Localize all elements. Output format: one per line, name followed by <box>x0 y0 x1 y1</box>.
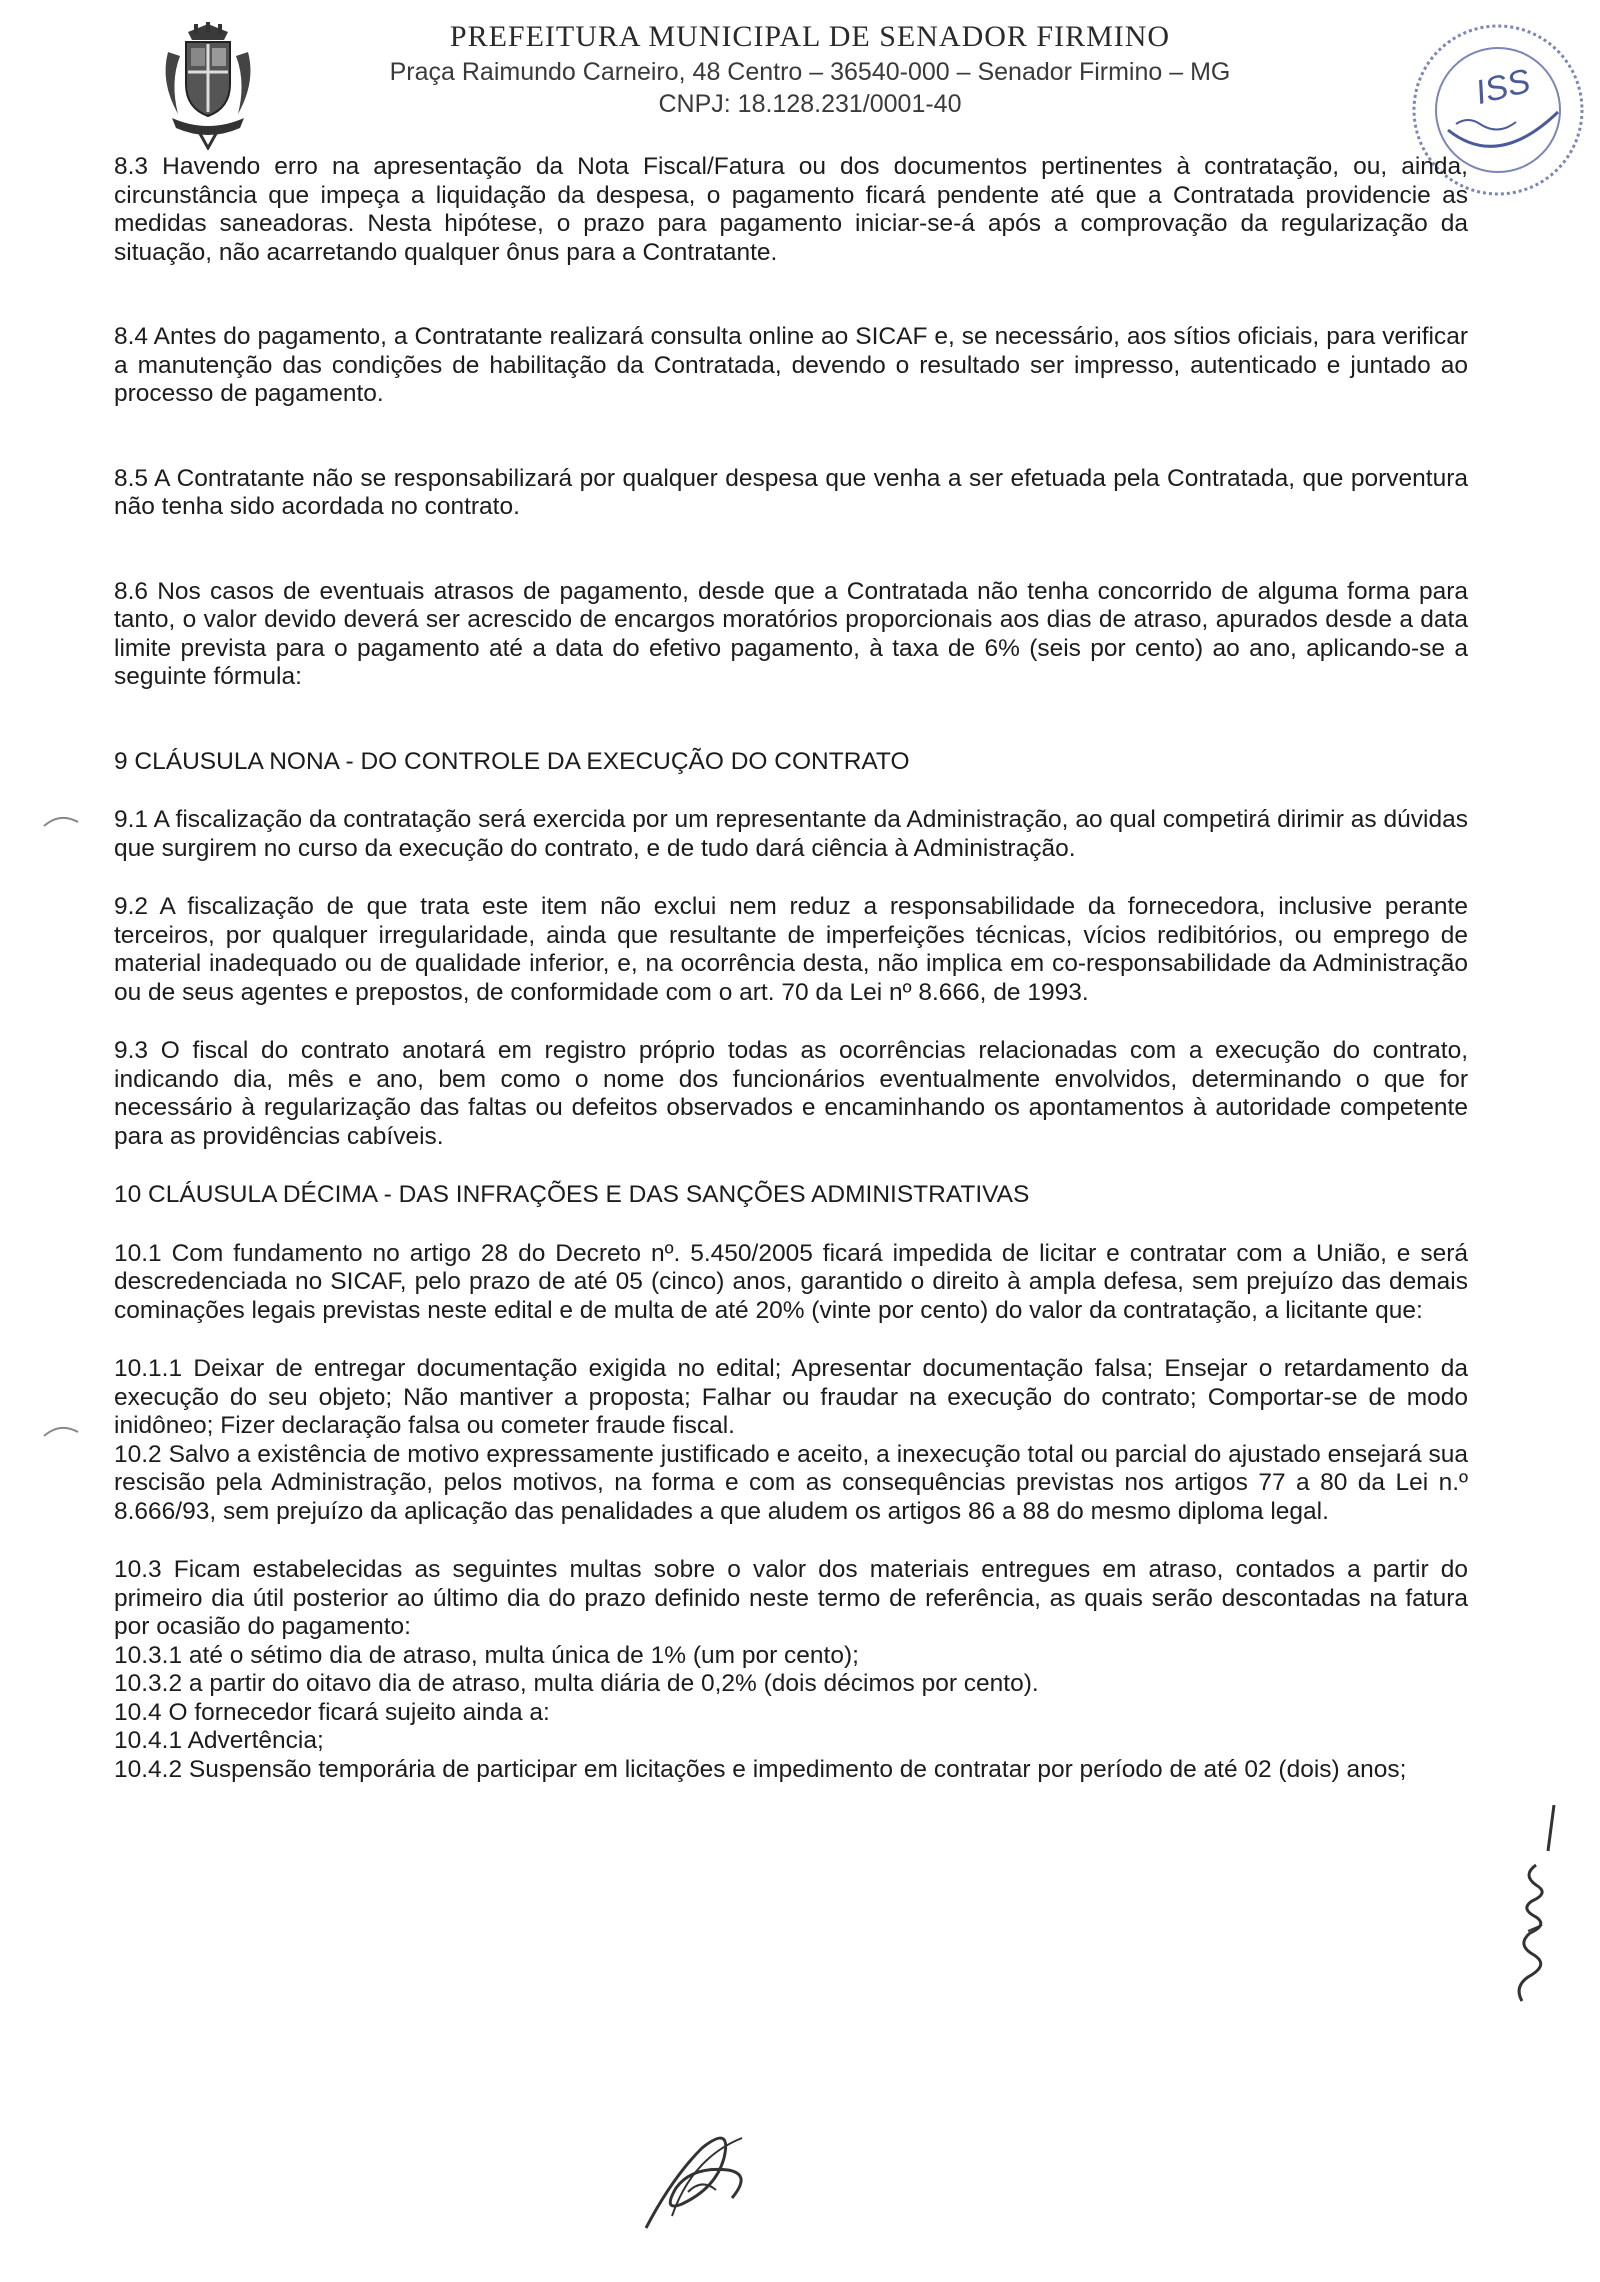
stamp-text: ISS <box>1471 61 1535 113</box>
clause-10-heading: 10 CLÁUSULA DÉCIMA - DAS INFRAÇÕES E DAS SANÇÕES ADMINISTRATIVAS <box>114 1181 1030 1208</box>
coat-of-arms-icon <box>158 22 258 150</box>
paragraph-8-6: 8.6 Nos casos de eventuais atrasos de pagamento, desde que a Contratada não tenha concorrido de alguma forma para tanto, o valor devido deverá ser acrescido de encargos moratórios proporcionais aos dias de atraso, apurados desde a data limite prevista para o pagamento até a data do efetivo pagamento, à taxa de 6% (seis por cento) ao ano, aplicando-se a seguinte fórmula: <box>114 577 1468 690</box>
organization-address: Praça Raimundo Carneiro, 48 Centro – 36540-000 – Senador Firmino – MG <box>389 58 1231 86</box>
paragraph-10-4-1: 10.4.1 Advertência; <box>114 1727 324 1754</box>
paragraph-8-4: 8.4 Antes do pagamento, a Contratante realizará consulta online ao SICAF e, se necessário, aos sítios oficiais, para verificar a manutenção das condições de habilitação da Contratada, devendo o resultado ser impresso, autenticado e juntado ao processo de pagamento. <box>114 323 1468 407</box>
paragraph-10-2: 10.2 Salvo a existência de motivo expressamente justificado e aceito, a inexecução total ou parcial do ajustado ensejará sua rescisão pela Administração, pelos motivos, na forma e com as consequências previstas nos artigos 77 a 80 da Lei n.º 8.666/93, sem prejuízo da aplicação das penalidades a que aludem os artigos 86 a 88 do mesmo diploma legal. <box>114 1440 1468 1525</box>
paragraph-8-5: 8.5 A Contratante não se responsabilizará por qualquer despesa que venha a ser efetuada pela Contratada, que porventura não tenha sido acordada no contrato. <box>114 464 1468 520</box>
paragraph-10-1-1: 10.1.1 Deixar de entregar documentação exigida no edital; Apresentar documentação falsa; Ensejar o retardamento da execução do seu objeto; Não mantiver a proposta; Falhar ou fraudar na execução do contrato; Comportar-se de modo inidôneo; Fizer declaração falsa ou cometer fraude fiscal. <box>114 1355 1468 1439</box>
initials-icon <box>632 2118 772 2238</box>
clause-9-heading: 9 CLÁUSULA NONA - DO CONTROLE DA EXECUÇÃO DO CONTRATO <box>114 747 910 775</box>
paragraph-10-4: 10.4 O fornecedor ficará sujeito ainda a: <box>114 1698 550 1726</box>
letterhead <box>300 18 1320 120</box>
paragraph-10-1: 10.1 Com fundamento no artigo 28 do Decreto nº. 5.450/2005 ficará impedida de licitar e contratar com a União, e será descredenciada no SICAF, pelo prazo de até 05 (cinco) anos, garantido o direito à ampla defesa, sem prejuízo das demais cominações legais previstas neste edital e de multa de até 20% (vinte por cento) do valor da contratação, a licitante que: <box>114 1239 1468 1324</box>
signature-icon <box>1492 1805 1572 2005</box>
organization-name: PREFEITURA MUNICIPAL DE SENADOR FIRMINO <box>449 20 1171 53</box>
paragraph-9-1: 9.1 A fiscalização da contratação será exercida por um representante da Administração, ao qual competirá dirimir as dúvidas que surgirem no curso da execução do contrato, e de tudo dará ciência à Administração. <box>114 806 1468 862</box>
paragraph-9-2: 9.2 A fiscalização de que trata este item não exclui nem reduz a responsabilidade da fornecedora, inclusive perante terceiros, por qualquer irregularidade, ainda que resultante de imperfeições técnicas, vícios redibitórios, ou emprego de material inadequado ou de qualidade inferior, e, na ocorrência desta, não implica em co-responsabilidade da Administração ou de seus agentes e prepostos, de conformidade com o art. 70 da Lei nº 8.666, de 1993. <box>114 893 1468 1006</box>
paragraph-9-3: 9.3 O fiscal do contrato anotará em registro próprio todas as ocorrências relacionadas com a execução do contrato, indicando dia, mês e ano, bem como o nome dos funcionários eventualmente envolvidos, determinando o que for necessário à regularização das faltas ou defeitos observados e encaminhando os apontamentos à autoridade competente para as providências cabíveis. <box>114 1037 1468 1150</box>
margin-mark-icon <box>42 810 82 830</box>
margin-mark-icon <box>42 1420 82 1440</box>
paragraph-10-3-2: 10.3.2 a partir do oitavo dia de atraso, multa diária de 0,2% (dois décimos por cento). <box>114 1670 1039 1697</box>
document-body <box>114 153 1468 1784</box>
paragraph-10-3-1: 10.3.1 até o sétimo dia de atraso, multa única de 1% (um por cento); <box>114 1641 859 1669</box>
paragraph-10-3: 10.3 Ficam estabelecidas as seguintes multas sobre o valor dos materiais entregues em atraso, contados a partir do primeiro dia útil posterior ao último dia do prazo definido neste termo de referência, as quais serão descontadas na fatura por ocasião do pagamento: <box>114 1556 1468 1640</box>
paragraph-10-4-2: 10.4.2 Suspensão temporária de participar em licitações e impedimento de contratar por período de até 02 (dois) anos; <box>114 1755 1407 1783</box>
organization-cnpj: CNPJ: 18.128.231/0001-40 <box>658 90 962 118</box>
paragraph-8-3: 8.3 Havendo erro na apresentação da Nota Fiscal/Fatura ou dos documentos pertinentes à contratação, ou, ainda, circunstância que impeça a liquidação da despesa, o pagamento ficará pendente até que a Contratada providencie as medidas saneadoras. Nesta hipótese, o prazo para pagamento iniciar-se-á após a comprovação da regularização da situação, não acarretando qualquer ônus para a Contratante. <box>114 153 1468 266</box>
